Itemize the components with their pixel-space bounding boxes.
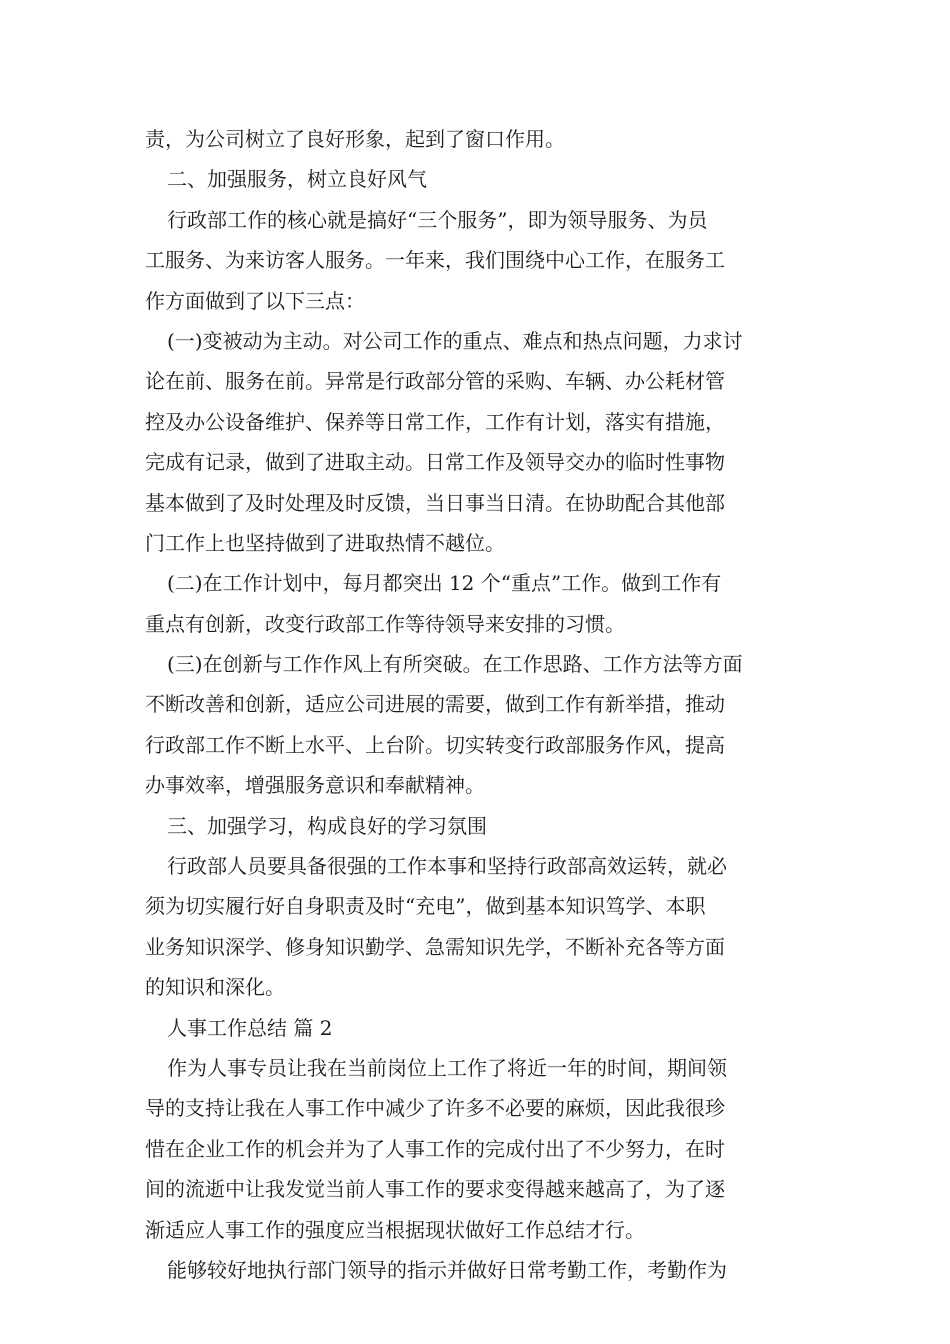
- text-line: 基本做到了及时处理及时反馈，当日事当日清。在协助配合其他部: [145, 490, 725, 515]
- text-line: 渐适应人事工作的强度应当根据现状做好工作总结才行。: [145, 1217, 645, 1242]
- text-line: 作为人事专员让我在当前岗位上工作了将近一年的时间，期间领: [167, 1055, 727, 1080]
- text-line: (二)在工作计划中，每月都突出 12 个“重点”工作。做到工作有: [167, 571, 722, 596]
- text-line: 导的支持让我在人事工作中减少了许多不必要的麻烦，因此我很珍: [145, 1096, 725, 1121]
- text-line: 办事效率，增强服务意识和奉献精神。: [145, 773, 485, 798]
- text-line: 完成有记录，做到了进取主动。日常工作及领导交办的临时性事物: [145, 450, 725, 475]
- text-line: 二、加强服务，树立良好风气: [167, 167, 427, 192]
- text-line: 间的流逝中让我发觉当前人事工作的要求变得越来越高了，为了逐: [145, 1177, 725, 1202]
- text-line: 论在前、服务在前。异常是行政部分管的采购、车辆、办公耗材管: [145, 369, 725, 394]
- text-line: 工服务、为来访客人服务。一年来，我们围绕中心工作，在服务工: [145, 248, 725, 273]
- text-line: 不断改善和创新，适应公司进展的需要，做到工作有新举措，推动: [145, 692, 725, 717]
- text-line: 的知识和深化。: [145, 975, 285, 1000]
- text-line: 三、加强学习，构成良好的学习氛围: [167, 813, 487, 838]
- text-line: 惜在企业工作的机会并为了人事工作的完成付出了不少努力，在时: [145, 1136, 725, 1161]
- text-line: 人事工作总结 篇 2: [167, 1015, 333, 1040]
- text-line: (三)在创新与工作作风上有所突破。在工作思路、工作方法等方面: [167, 652, 743, 677]
- text-line: 须为切实履行好自身职责及时“充电”，做到基本知识笃学、本职: [145, 894, 706, 919]
- text-line: (一)变被动为主动。对公司工作的重点、难点和热点问题，力求讨: [167, 328, 743, 353]
- document-body: [145, 119, 807, 1290]
- text-line: 控及办公设备维护、保养等日常工作，工作有计划，落实有措施，: [145, 409, 725, 434]
- text-line: 业务知识深学、修身知识勤学、急需知识先学，不断补充各等方面: [145, 934, 725, 959]
- text-line: 责，为公司树立了良好形象，起到了窗口作用。: [145, 127, 565, 151]
- text-line: 重点有创新，改变行政部工作等待领导来安排的习惯。: [145, 611, 625, 636]
- text-line: 能够较好地执行部门领导的指示并做好日常考勤工作，考勤作为: [167, 1257, 727, 1282]
- text-line: 门工作上也坚持做到了进取热情不越位。: [145, 530, 505, 555]
- text-line: 作方面做到了以下三点：: [145, 288, 365, 313]
- text-line: 行政部工作不断上水平、上台阶。切实转变行政部服务作风，提高: [145, 732, 725, 757]
- text-line: 行政部人员要具备很强的工作本事和坚持行政部高效运转，就必: [167, 854, 727, 879]
- text-line: 行政部工作的核心就是搞好“三个服务”，即为领导服务、为员: [167, 207, 708, 232]
